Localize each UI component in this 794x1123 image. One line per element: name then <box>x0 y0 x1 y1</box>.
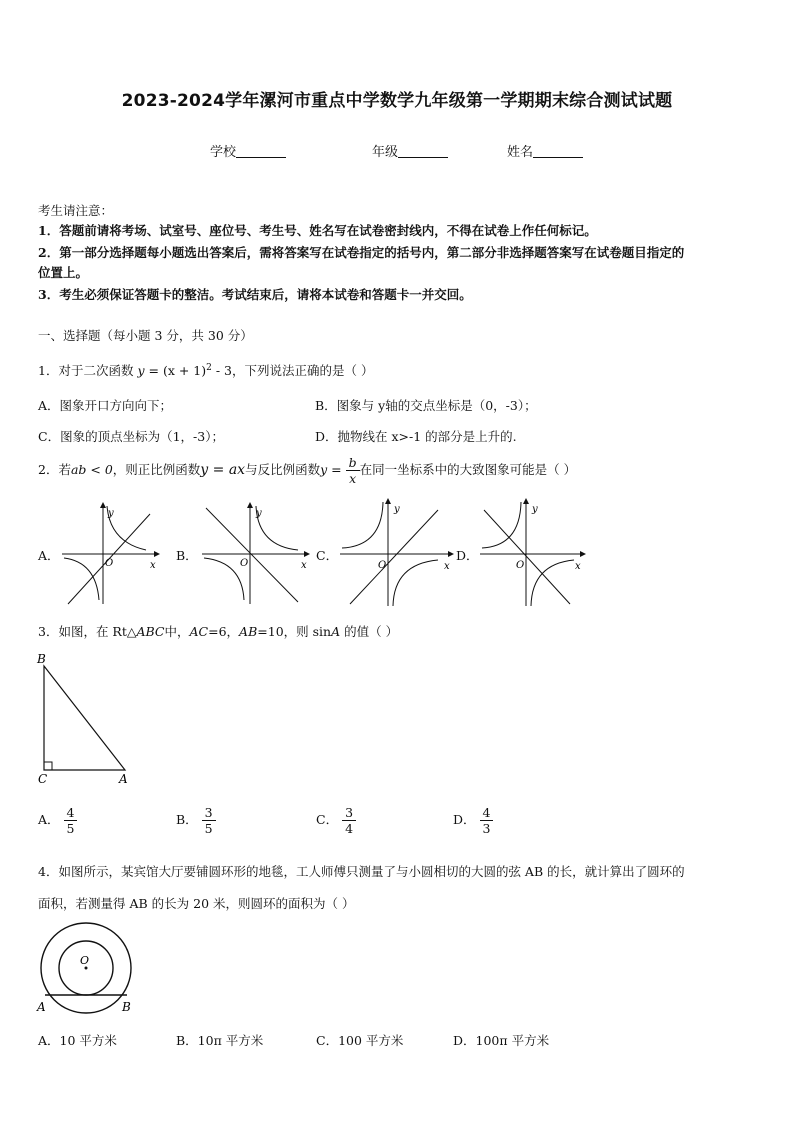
q3-ac: AC <box>189 624 209 639</box>
q3-mid: 中， <box>164 624 190 639</box>
school-blank[interactable] <box>236 144 286 158</box>
y-arrow-icon <box>247 502 253 508</box>
school-label: 学校 <box>210 145 237 160</box>
hyperbola-branch-2 <box>204 558 244 600</box>
vertex-b-label: B <box>37 652 46 666</box>
origin-label: O <box>240 558 249 569</box>
q4-option-d[interactable]: D．100π 平方米 <box>453 1033 550 1048</box>
name-label: 姓名 <box>507 145 534 160</box>
section-heading: 一、选择题（每小题 3 分，共 30 分） <box>38 328 253 343</box>
q1-y: y <box>137 363 145 379</box>
q2-post: 在同一坐标系中的大致图象可能是（ ） <box>359 462 577 477</box>
q1-option-a[interactable]: A．图象开口方向向下； <box>38 398 173 413</box>
q3-option-a-label: A． <box>38 812 60 827</box>
x-arrow-icon <box>580 551 586 557</box>
q3-option-b-frac <box>202 805 216 836</box>
origin-label: O <box>378 560 387 571</box>
q4-stem-line-1: 4．如图所示，某宾馆大厅要铺圆环形的地毯，工人师傅只测量了与小圆相切的大圆的弦 AB 的长，就计算出了圆环的 <box>38 864 685 879</box>
x-label: x <box>444 561 450 572</box>
right-angle-mark <box>44 762 52 770</box>
hyperbola-branch-2 <box>531 560 574 606</box>
q1-eq: = (x + 1) <box>148 363 207 379</box>
q3-option-d-num: 4 <box>480 805 494 821</box>
q3-option-d-den: 3 <box>482 821 491 836</box>
q2-graph-d[interactable] <box>478 496 588 608</box>
q2-graph-c[interactable] <box>338 496 456 608</box>
q3-a: A <box>331 624 341 639</box>
page-title: 2023-2024学年漯河市重点中学数学九年级第一学期期末综合测试试题 <box>121 91 673 111</box>
hyperbola-branch-1 <box>482 502 521 548</box>
q1-sup: 2 <box>206 363 212 373</box>
q2-label-d[interactable]: D． <box>456 548 479 563</box>
hyperbola-branch-1 <box>342 502 383 548</box>
q4-stem-line-2: 面积，若测量得 AB 的长为 20 米，则圆环的面积为（ ） <box>38 896 355 911</box>
line-graph <box>350 510 438 604</box>
q2-f2y: y = <box>320 462 342 477</box>
q3-option-a-den: 5 <box>66 821 75 836</box>
hyperbola-branch-2 <box>64 558 99 600</box>
triangle-abc <box>44 666 125 770</box>
line-graph <box>484 510 570 604</box>
x-label: x <box>301 560 307 571</box>
q4-option-c[interactable]: C．100 平方米 <box>316 1033 404 1048</box>
q3-pre: 3．如图，在 Rt△ <box>38 624 137 639</box>
q3-option-b[interactable] <box>176 805 216 836</box>
q3-post: 的值（ ） <box>340 624 399 639</box>
x-arrow-icon <box>448 551 454 557</box>
q3-option-d-label: D． <box>453 812 476 827</box>
y-label: y <box>256 508 262 519</box>
x-arrow-icon <box>154 551 160 557</box>
notice-item-3: 3．考生必须保证答题卡的整洁。考试结束后，请将本试卷和答题卡一并交回。 <box>38 287 472 302</box>
q1-option-c[interactable]: C．图象的顶点坐标为（1，-3）； <box>38 429 224 444</box>
notice-item-1: 1．答题前请将考场、试室号、座位号、考生号、姓名写在试卷密封线内，不得在试卷上作任何标记。 <box>38 223 597 238</box>
point-b-label: B <box>122 1000 131 1014</box>
q3-option-b-label: B． <box>176 812 198 827</box>
q3-option-c-num: 3 <box>342 805 356 821</box>
q2-mid1: ，则正比例函数 <box>112 462 201 477</box>
q3-option-c-den: 4 <box>345 821 354 836</box>
notice-item-2: 2．第一部分选择题每小题选出答案后，需将答案写在试卷指定的括号内，第二部分非选择题答案写在试卷题目指定的 <box>38 245 685 260</box>
q3-option-d-frac <box>480 805 494 836</box>
q3-option-b-num: 3 <box>202 805 216 821</box>
y-arrow-icon <box>385 498 391 504</box>
vertex-c-label: C <box>38 772 48 786</box>
x-label: x <box>575 561 581 572</box>
y-label: y <box>394 504 400 515</box>
hyperbola-branch-2 <box>393 560 438 606</box>
center-label: O <box>80 954 90 967</box>
q1-option-d[interactable]: D．抛物线在 x>-1 的部分是上升的. <box>315 429 517 444</box>
line-graph <box>206 508 298 602</box>
vertex-a-label: A <box>119 772 128 786</box>
q2-label-a[interactable]: A． <box>38 548 60 563</box>
q2-label-b[interactable]: B． <box>176 548 198 563</box>
q1-option-b[interactable]: B．图象与 y轴的交点坐标是（0，-3）； <box>315 398 537 413</box>
q3-option-a[interactable] <box>38 805 77 836</box>
grade-blank[interactable] <box>398 144 448 158</box>
q1-stem <box>38 358 373 381</box>
q2-frac-den: x <box>349 471 357 486</box>
q2-pre: 2．若 <box>38 462 71 477</box>
x-label: x <box>150 560 156 571</box>
name-field[interactable] <box>507 141 583 160</box>
notice-heading: 考生请注意： <box>38 203 114 218</box>
q3-option-c-frac <box>342 805 356 836</box>
y-arrow-icon <box>523 498 529 504</box>
q1-post: - 3，下列说法正确的是（ ） <box>215 363 374 379</box>
name-blank[interactable] <box>533 144 583 158</box>
origin-label: O <box>516 560 525 571</box>
q2-stem <box>38 453 576 487</box>
q3-option-a-num: 4 <box>64 805 78 821</box>
q3-ab-val: =10，则 sin <box>257 624 332 639</box>
school-field[interactable] <box>210 141 286 160</box>
q2-mid2: 与反比例函数 <box>245 462 321 477</box>
origin-label: O <box>105 558 114 569</box>
point-a-label: A <box>37 1000 46 1014</box>
q3-stem <box>38 622 398 642</box>
q2-cond: ab < 0 <box>70 462 113 477</box>
notice-item-2-cont: 位置上。 <box>38 265 89 280</box>
q4-option-b[interactable]: B．10π 平方米 <box>176 1033 264 1048</box>
q2-f1: y = ax <box>200 462 246 478</box>
q1-pre: 1．对于二次函数 <box>38 363 134 379</box>
y-arrow-icon <box>100 502 106 508</box>
q3-option-a-frac <box>64 805 78 836</box>
q3-triangle-figure <box>30 648 140 788</box>
q4-annulus-figure <box>34 920 138 1018</box>
q2-label-c[interactable]: C． <box>316 548 339 563</box>
hyperbola-branch-1 <box>256 506 298 550</box>
q3-option-b-den: 5 <box>204 821 213 836</box>
y-label: y <box>532 504 538 515</box>
q4-option-a[interactable]: A．10 平方米 <box>38 1033 117 1048</box>
q2-graph-a[interactable] <box>60 500 160 606</box>
q3-ac-val: =6， <box>208 624 240 639</box>
y-label: y <box>108 508 114 519</box>
q3-ab: AB <box>239 624 258 639</box>
q2-fraction <box>346 455 360 486</box>
q2-graph-b[interactable] <box>200 500 310 606</box>
q3-option-d[interactable] <box>453 805 493 836</box>
q3-option-c-label: C． <box>316 812 339 827</box>
q3-option-c[interactable] <box>316 805 356 836</box>
q2-frac-num: b <box>346 455 360 471</box>
q3-abc: ABC <box>136 624 165 639</box>
grade-label: 年级 <box>372 145 399 160</box>
grade-field[interactable] <box>372 141 448 160</box>
x-arrow-icon <box>304 551 310 557</box>
